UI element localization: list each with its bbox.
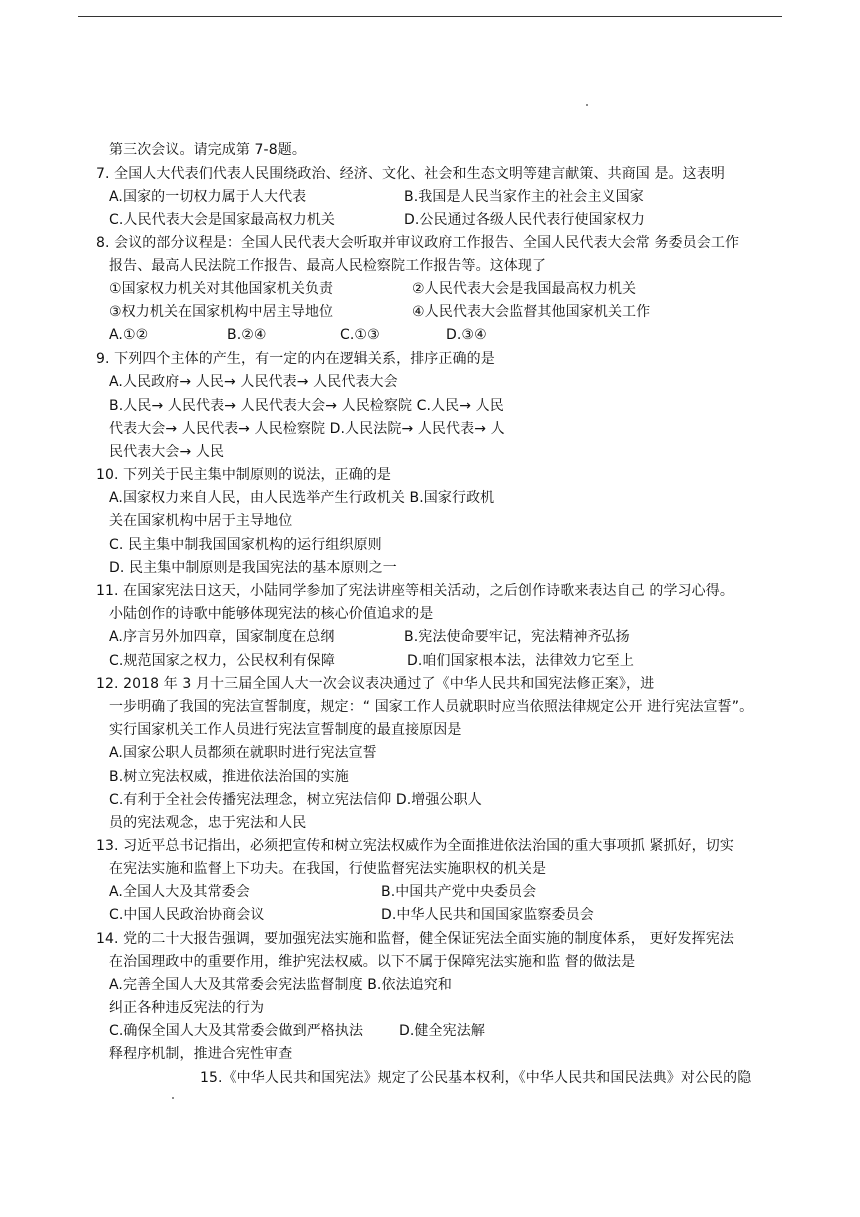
question-7-stem: 7. 全国人大代表们代表人民围绕政治、经济、文化、社会和生态文明等建言献策、共商国 是。这表明 — [96, 166, 725, 182]
question-12-prompt: 实行国家机关工作人员进行宪法宣誓制度的最直接原因是 — [109, 722, 462, 738]
question-14-stem: 14. 党的二十大报告强调，要加强宪法实施和监督，健全保证宪法全面实施的制度体系， 更好发挥宪法 — [96, 931, 734, 947]
q8-statement-3: ③权力机关在国家机构中居主导地位 — [109, 304, 334, 320]
q11-option-a: A.序言另外加四章，国家制度在总纲 — [109, 629, 335, 645]
q8-statement-1: ①国家权力机关对其他国家机关负责 — [109, 281, 334, 297]
continuation-text: 第三次会议。请完成第 7-8题。 — [109, 142, 306, 158]
q8-statement-2: ②人民代表大会是我国最高权力机关 — [412, 281, 637, 297]
q14-option-c: C.确保全国人大及其常委会做到严格执法 — [109, 1023, 364, 1039]
question-11-stem-cont: 小陆创作的诗歌中能够体现宪法的核心价值追求的是 — [109, 606, 434, 622]
q14-option-d: D.健全宪法解 — [399, 1023, 485, 1039]
scan-dot-bottom — [172, 1097, 174, 1099]
q13-option-d: D.中华人民共和国国家监察委员会 — [381, 907, 594, 923]
question-13-stem: 13. 习近平总书记指出，必须把宣传和树立宪法权威作为全面推进依法治国的重大事项抓 紧抓好，切实 — [96, 838, 734, 854]
q9-option-b-c: B.人民→ 人民代表→ 人民代表大会→ 人民检察院 C.人民→ 人民 — [109, 398, 504, 414]
q7-option-c: C.人民代表大会是国家最高权力机关 — [109, 212, 335, 228]
q8-statement-4: ④人民代表大会监督其他国家机关工作 — [412, 304, 651, 320]
q7-option-a: A.国家的一切权力属于人大代表 — [109, 189, 307, 205]
question-15-stem: 15.《中华人民共和国宪法》规定了公民基本权利，《中华人民共和国民法典》对公民的隐 — [200, 1070, 752, 1086]
q11-option-c: C.规范国家之权力，公民权利有保障 — [109, 653, 335, 669]
question-8-stem: 8. 会议的部分议程是：全国人民代表大会听取并审议政府工作报告、全国人民代表大会常 务委员会工作 — [96, 235, 740, 251]
question-8-stem-cont: 报告、最高人民法院工作报告、最高人民检察院工作报告等。这体现了 — [109, 258, 547, 274]
question-9-stem: 9. 下列四个主体的产生，有一定的内在逻辑关系，排序正确的是 — [96, 351, 495, 367]
question-12-stem: 12. 2018 年 3 月十三届全国人大一次会议表决通过了《中华人民共和国宪法修正案》，进 — [96, 676, 655, 692]
q9-option-d-cont: 民代表大会→ 人民 — [109, 444, 225, 460]
q8-option-c: C.①③ — [340, 327, 380, 343]
question-11-stem: 11. 在国家宪法日这天，小陆同学参加了宪法讲座等相关活动，之后创作诗歌来表达自己 的学习心得。 — [96, 583, 734, 599]
q12-option-c-d: C.有利于全社会传播宪法理念，树立宪法信仰 D.增强公职人 — [109, 792, 482, 808]
question-13-stem-cont: 在宪法实施和监督上下功夫。在我国，行使监督宪法实施职权的机关是 — [109, 861, 547, 877]
q7-option-d: D.公民通过各级人民代表行使国家权力 — [404, 212, 646, 228]
q10-option-b-cont: 关在国家机构中居于主导地位 — [109, 513, 293, 529]
q11-option-d: D.咱们国家根本法，法律效力它至上 — [407, 653, 634, 669]
question-14-stem-cont: 在治国理政中的重要作用，维护宪法权威。以下不属于保障宪法实施和监 督的做法是 — [109, 954, 636, 970]
q12-option-a: A.国家公职人员都须在就职时进行宪法宣誓 — [109, 745, 377, 761]
q14-option-d-cont: 释程序机制，推进合宪性审查 — [109, 1046, 293, 1062]
q14-option-b-cont: 纠正各种违反宪法的行为 — [109, 1000, 265, 1016]
q13-option-a: A.全国人大及其常委会 — [109, 884, 250, 900]
q13-option-c: C.中国人民政治协商会议 — [109, 907, 265, 923]
q8-option-b: B.②④ — [227, 327, 267, 343]
q10-option-c: C. 民主集中制我国国家机构的运行组织原则 — [109, 537, 382, 553]
question-12-stem-cont: 一步明确了我国的宪法宣誓制度，规定：“ 国家工作人员就职时应当依照法律规定公开 进行宪法宣誓”。 — [109, 699, 754, 715]
q13-option-b: B.中国共产党中央委员会 — [381, 884, 537, 900]
q12-option-b: B.树立宪法权威，推进依法治国的实施 — [109, 769, 349, 785]
q9-option-a: A.人民政府→ 人民→ 人民代表→ 人民代表大会 — [109, 374, 398, 390]
question-10-stem: 10. 下列关于民主集中制原则的说法，正确的是 — [96, 467, 392, 483]
q11-option-b: B.宪法使命要牢记，宪法精神齐弘扬 — [404, 629, 630, 645]
q9-option-c-d: 代表大会→ 人民代表→ 人民检察院 D.人民法院→ 人民代表→ 人 — [109, 421, 505, 437]
q12-option-d-cont: 员的宪法观念，忠于宪法和人民 — [109, 815, 307, 831]
q14-option-a-b: A.完善全国人大及其常委会宪法监督制度 B.依法追究和 — [109, 977, 452, 993]
q10-option-d: D. 民主集中制原则是我国宪法的基本原则之一 — [109, 560, 397, 576]
q8-option-a: A.①② — [109, 327, 149, 343]
scan-dot-top — [586, 104, 588, 106]
q8-option-d: D.③④ — [446, 327, 487, 343]
header-rule — [78, 16, 782, 17]
q7-option-b: B.我国是人民当家作主的社会主义国家 — [404, 189, 644, 205]
q10-option-a-b: A.国家权力来自人民，由人民选举产生行政机关 B.国家行政机 — [109, 490, 495, 506]
